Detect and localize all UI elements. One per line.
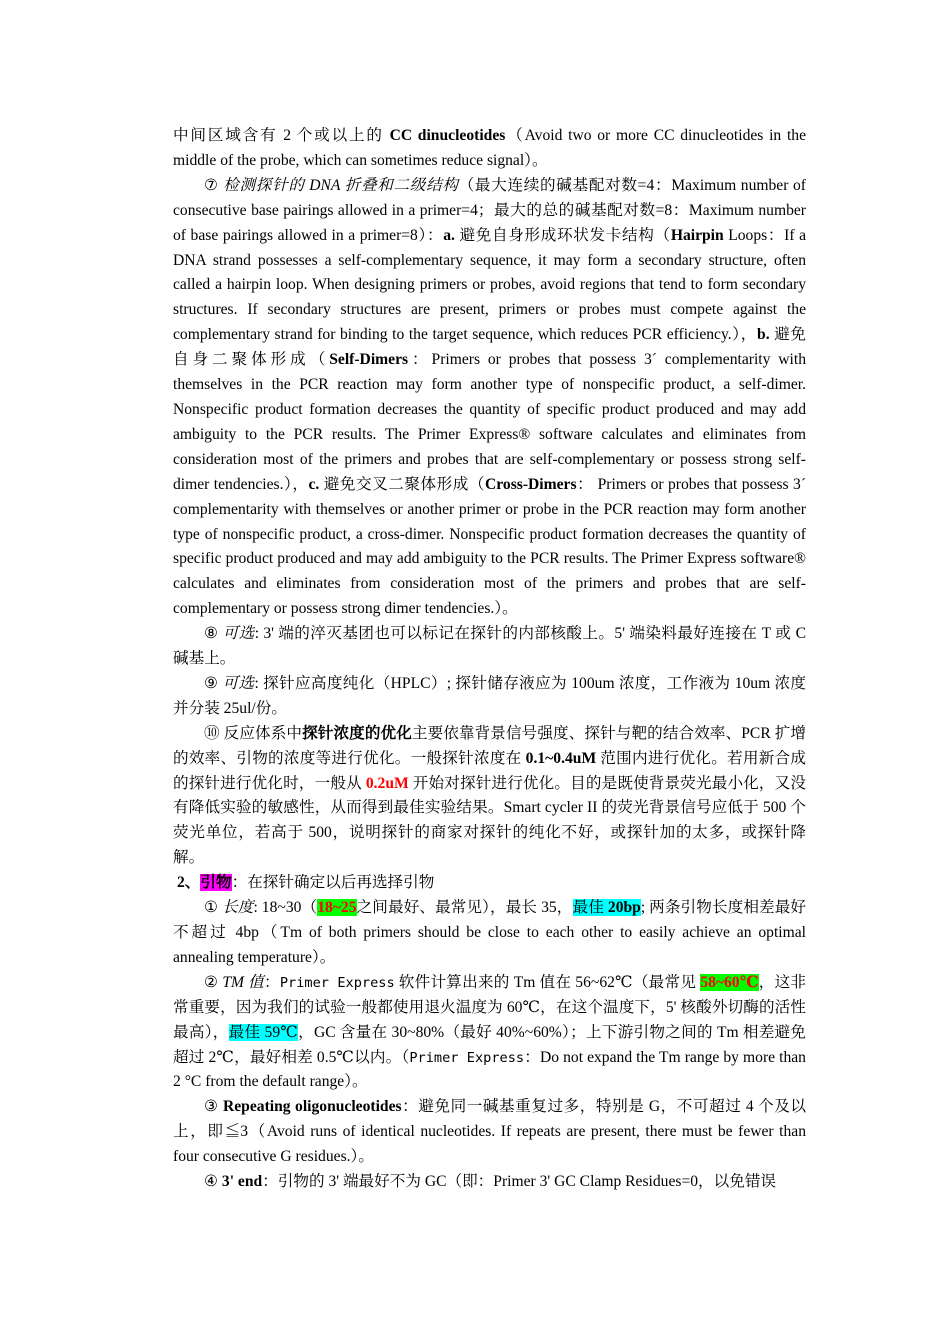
paragraph-tm-value: ② TM 值：Primer Express 软件计算出来的 Tm 值在 56~62℃（最常见 58~60℃，这非常重要，因为我们的试验一般都使用退火温度为 60℃，在这个温度下，5' 核酸外切酶的活性最高），最佳 59℃，GC 含量在 30~80%（最好 40%~60%）；上下游引物之间的 Tm 相差避免超过 2℃，最好相差 0.5℃以内。（Primer Express：Do not expand the Tm range by more than 2 °C from the default range）。	[173, 973, 807, 1091]
paragraph-3-end: ④ 3' end：引物的 3' 端最好不为 GC（即：Primer 3' GC Clamp Residues=0，以免错误	[204, 1173, 777, 1191]
paragraph-primer-length: ① 长度: 18~30（18~25之间最好、最常见），最长 35，最佳 20bp; 两条引物长度相差最好不超过 4bp（Tm of both primers should be close to each other to easily achieve an optimal annealing temperature）。	[173, 899, 806, 966]
paragraph-optional-quencher: ⑧ 可选: 3' 端的淬灭基团也可以标记在探针的内部核酸上。5' 端染料最好连接在 T 或 C 碱基上。	[173, 625, 806, 668]
highlight-best-20bp: 最佳 20bp	[572, 899, 641, 917]
highlight-best-59: 最佳 59℃	[228, 1023, 299, 1041]
highlight-primers: 引物	[200, 874, 232, 892]
paragraph-probe-concentration: ⑩ 反应体系中探针浓度的优化主要依靠背景信号强度、探针与靶的结合效率、PCR 扩增的效率、引物的浓度等进行优化。一般探针浓度在 0.1~0.4uM 范围内进行优化。若用新合成的探针进行优化时，一般从 0.2uM 开始对探针进行优化。目的是既使背景荧光最小化，又没有降低实验的敏感性，从而得到最佳实验结果。Smart cycler II 的荧光背景信号应低于 500 个荧光单位，若高于 500，说明探针的商家对探针的纯化不好，或探针加的太多，或探针降解。	[173, 724, 806, 867]
highlight-18-25: 18~25	[317, 899, 357, 917]
paragraph-optional-purification: ⑨ 可选: 探针应高度纯化（HPLC）; 探针储存液应为 100um 浓度，工作液为 10um 浓度并分装 25ul/份。	[173, 674, 807, 717]
paragraph-secondary-structure: ⑦ 检测探针的 DNA 折叠和二级结构（最大连续的碱基配对数=4：Maximum number of consecutive base pairings allowed in a primer=4；最大的总的碱基配对数=8：Maximum number of base pairings allowed in a primer=8）：a. 避免自身形成环状发卡结构（Hairpin Loops：If a DNA strand possesses a self-complementary sequence, it may form a secondary structure, often called a hairpin loop. When designing primers or probes, avoid regions that tend to form secondary structures. If secondary structures are present, primers or probes must compete against the complementary strand for binding to the target sequence, which reduces PCR efficiency.），b. 避免自身二聚体形成（Self-Dimers：Primers or probes that possess 3´ complementarity with themselves in the PCR reaction may form another type of nonspecific product, a self-dimer. Nonspecific product formation decreases the quantity of specific product produced and may add ambiguity to the PCR results. The Primer Express® software calculates and eliminates from consideration most of the primers and probes that are self-complementary or possess strong self-dimer tendencies.），c. 避免交叉二聚体形成（Cross-Dimers： Primers or probes that possess 3´ complementarity with themselves or another primer or probe in the PCR reaction may form another type of nonspecific product, a cross-dimer. Nonspecific product formation decreases the quantity of specific product produced and may add ambiguity to the PCR results. The Primer Express software® calculates and eliminates from consideration most of the primers and probes that are self-complementary or possess strong dimer tendencies.）。	[173, 176, 807, 618]
highlight-58-60: 58~60℃	[700, 973, 759, 991]
section-heading-primers: 2、引物：在探针确定以后再选择引物	[177, 874, 435, 892]
paragraph-cc-dinucleotides: 中间区域含有 2 个或以上的 CC dinucleotides（Avoid two or more CC dinucleotides in the middle of the probe, which can sometimes reduce signal）。	[173, 127, 806, 169]
document-page	[173, 124, 806, 1195]
paragraph-repeating-oligos: ③ Repeating oligonucleotides：避免同一碱基重复过多，特别是 G，不可超过 4 个及以上，即≦3（Avoid runs of identical nucleotides. If repeats are present, there must be fewer than four consecutive G residues.）。	[173, 1098, 806, 1166]
